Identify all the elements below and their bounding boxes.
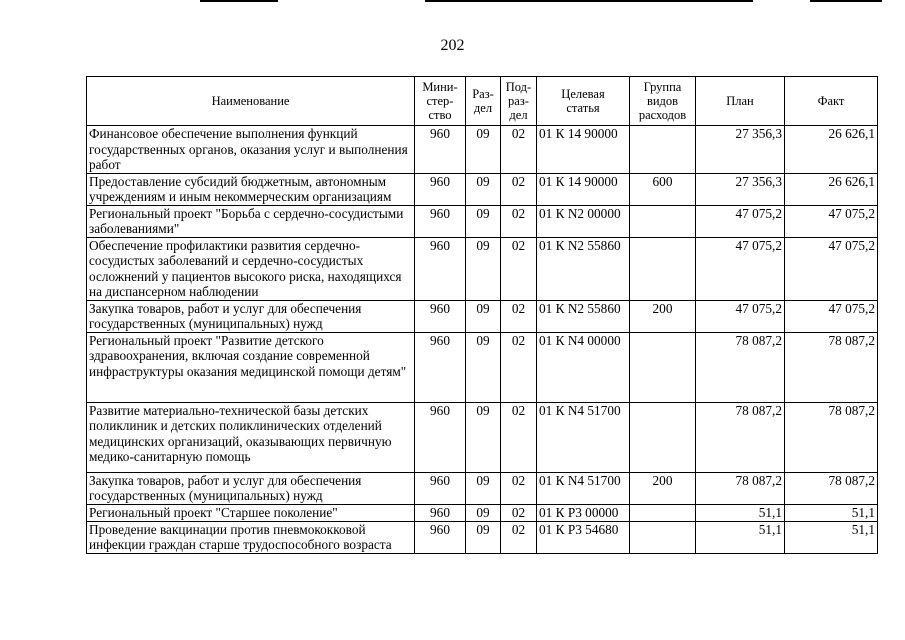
cell-name: Региональный проект "Старшее поколение" [87,504,415,521]
cell-group: 200 [630,472,696,504]
header-group: Группа видов расходов [630,77,696,126]
cell-name: Развитие материально-технической базы детских поликлиник и детских поликлинических отделений медицинских организаций, оказывающих первичную медико-санитарную помощь [87,402,415,472]
table-row [87,521,878,553]
top-rule-middle [425,0,753,2]
cell-target: 01 К N4 00000 [537,332,630,402]
cell-name: Предоставление субсидий бюджетным, автономным учреждениям и иным некоммерческим организациям [87,173,415,205]
cell-fact: 47 075,2 [785,237,878,300]
cell-group [630,126,696,174]
cell-name: Финансовое обеспечение выполнения функций государственных органов, оказания услуг и выполнения работ [87,126,415,174]
cell-group [630,402,696,472]
cell-section: 09 [466,300,501,332]
cell-subsection: 02 [501,126,537,174]
header-row [87,77,878,126]
cell-plan: 78 087,2 [696,472,785,504]
cell-ministry: 960 [415,521,466,553]
cell-target: 01 К P3 54680 [537,521,630,553]
cell-target: 01 К N2 00000 [537,205,630,237]
cell-section: 09 [466,126,501,174]
cell-section: 09 [466,504,501,521]
cell-group [630,332,696,402]
cell-fact: 51,1 [785,521,878,553]
cell-subsection: 02 [501,173,537,205]
cell-target: 01 К N2 55860 [537,237,630,300]
table-row [87,402,878,472]
cell-ministry: 960 [415,332,466,402]
cell-plan: 78 087,2 [696,332,785,402]
table-row [87,300,878,332]
cell-group [630,205,696,237]
cell-name: Проведение вакцинации против пневмококковой инфекции граждан старше трудоспособного возраста [87,521,415,553]
header-target: Целевая статья [537,77,630,126]
cell-group [630,237,696,300]
header-section: Раз- дел [466,77,501,126]
cell-target: 01 К N4 51700 [537,402,630,472]
cell-ministry: 960 [415,173,466,205]
cell-plan: 51,1 [696,521,785,553]
cell-fact: 26 626,1 [785,126,878,174]
cell-ministry: 960 [415,300,466,332]
cell-fact: 51,1 [785,504,878,521]
cell-fact: 26 626,1 [785,173,878,205]
cell-subsection: 02 [501,205,537,237]
cell-plan: 47 075,2 [696,237,785,300]
table-row [87,504,878,521]
cell-ministry: 960 [415,126,466,174]
cell-target: 01 К N2 55860 [537,300,630,332]
cell-target: 01 К N4 51700 [537,472,630,504]
cell-plan: 78 087,2 [696,402,785,472]
header-fact: Факт [785,77,878,126]
cell-section: 09 [466,521,501,553]
budget-table [86,76,878,554]
cell-section: 09 [466,173,501,205]
cell-name: Закупка товаров, работ и услуг для обеспечения государственных (муниципальных) нужд [87,300,415,332]
cell-section: 09 [466,332,501,402]
top-rule-right [810,0,882,2]
cell-plan: 27 356,3 [696,126,785,174]
table-row [87,173,878,205]
cell-fact: 78 087,2 [785,332,878,402]
cell-plan: 47 075,2 [696,205,785,237]
cell-name: Региональный проект "Развитие детского здравоохранения, включая создание современной инфраструктуры оказания медицинской помощи детям" [87,332,415,402]
cell-section: 09 [466,472,501,504]
cell-group [630,504,696,521]
cell-plan: 47 075,2 [696,300,785,332]
cell-ministry: 960 [415,504,466,521]
header-name: Наименование [87,77,415,126]
cell-group [630,521,696,553]
cell-ministry: 960 [415,237,466,300]
cell-subsection: 02 [501,521,537,553]
cell-subsection: 02 [501,300,537,332]
cell-subsection: 02 [501,472,537,504]
cell-name: Закупка товаров, работ и услуг для обеспечения государственных (муниципальных) нужд [87,472,415,504]
cell-name: Обеспечение профилактики развития сердечно-сосудистых заболеваний и сердечно-сосудистых осложнений у пациентов высокого риска, находящихся на диспансерном наблюдении [87,237,415,300]
cell-subsection: 02 [501,332,537,402]
cell-section: 09 [466,402,501,472]
page-number: 202 [440,37,465,54]
cell-ministry: 960 [415,402,466,472]
cell-fact: 78 087,2 [785,402,878,472]
cell-name: Региональный проект "Борьба с сердечно-сосудистыми заболеваниями" [87,205,415,237]
cell-subsection: 02 [501,504,537,521]
cell-ministry: 960 [415,205,466,237]
top-rule-left [200,0,278,2]
cell-section: 09 [466,237,501,300]
cell-subsection: 02 [501,237,537,300]
table-row [87,332,878,402]
cell-subsection: 02 [501,402,537,472]
cell-plan: 51,1 [696,504,785,521]
header-plan: План [696,77,785,126]
cell-fact: 47 075,2 [785,300,878,332]
table-row [87,126,878,174]
cell-target: 01 К 14 90000 [537,173,630,205]
cell-group: 200 [630,300,696,332]
cell-section: 09 [466,205,501,237]
cell-group: 600 [630,173,696,205]
header-ministry: Мини- стер- ство [415,77,466,126]
cell-ministry: 960 [415,472,466,504]
header-subsection: Под- раз- дел [501,77,537,126]
cell-fact: 78 087,2 [785,472,878,504]
table-row [87,237,878,300]
cell-target: 01 К P3 00000 [537,504,630,521]
cell-target: 01 К 14 90000 [537,126,630,174]
table-row [87,472,878,504]
cell-plan: 27 356,3 [696,173,785,205]
table-row [87,205,878,237]
cell-fact: 47 075,2 [785,205,878,237]
